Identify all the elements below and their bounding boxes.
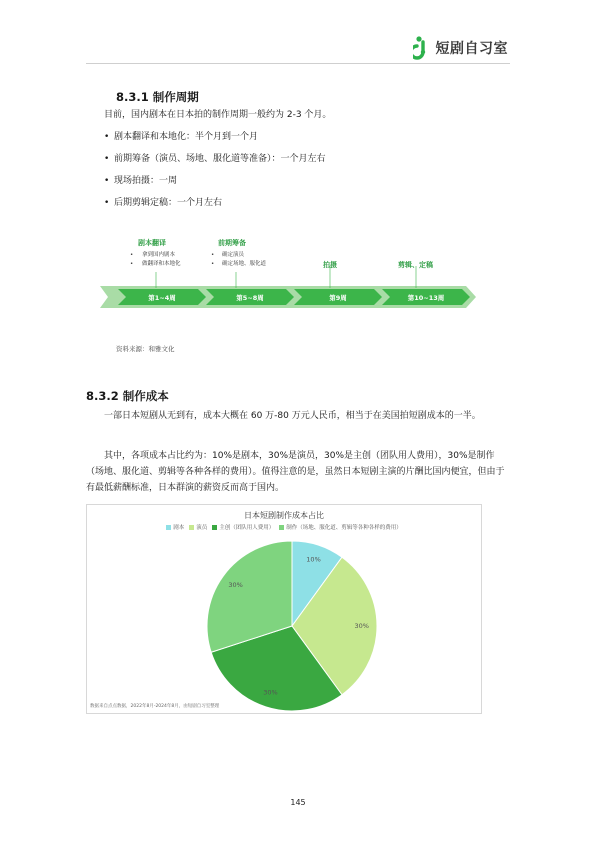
stage-note: 做翻译和本地化 (142, 261, 181, 267)
stage-label: 拍摄 (323, 261, 337, 269)
section2-para2: 其中，各项成本占比约为：10%是剧本，30%是演员，30%是主创（团队用人费用），30%是制作（场地、服化道、剪辑等各种各样的费用）。值得注意的是，虽然日本短剧主演的片酬比国内便宜，但由于有最低薪酬标准，日本群演的薪资反而高于国内。 (86, 451, 505, 493)
section-heading-production-cycle: 8.3.1 制作周期 (116, 90, 199, 104)
stage-period: 第5~8周 (236, 294, 264, 302)
pie-data-label: 30% (228, 581, 243, 590)
svg-text:•: • (211, 252, 215, 258)
bullet-item: • 后期剪辑定稿：一个月左右 (104, 196, 222, 210)
stage-label: 剪辑、定稿 (398, 261, 433, 269)
stage-period: 第1~4周 (148, 294, 176, 302)
pie-data-label: 30% (263, 688, 278, 697)
stage-note: 确定场地、服化道 (222, 261, 267, 267)
logo-text: 短剧自习室 (435, 41, 508, 57)
cost-pie-chart (86, 504, 482, 714)
stage-period: 第10~13周 (407, 294, 445, 302)
legend-label: 制作（场地、服化道、剪辑等各种各样的费用） (286, 525, 402, 531)
logo-mark-icon (413, 36, 433, 60)
stage-period: 第9周 (329, 294, 347, 302)
pie-plot (87, 505, 483, 715)
legend-label: 主创（团队用人费用） (219, 525, 275, 531)
stage-note: 拿到国内剧本 (142, 252, 176, 258)
production-timeline (98, 236, 478, 316)
stage-label: 剧本翻译 (138, 239, 166, 247)
pie-data-label: 10% (306, 555, 321, 564)
chart-title: 日本短剧制作成本占比 (244, 511, 324, 520)
bullet-item: • 现场拍摄：一周 (104, 174, 177, 188)
legend-label: 剧本 (173, 525, 185, 531)
section2-para1: 一部日本短剧从无到有，成本大概在 60 万-80 万元人民币，相当于在美国拍短剧成本的一半。 (104, 411, 481, 421)
section-heading-production-cost: 8.3.2 制作成本 (86, 389, 169, 403)
stage-label: 前期筹备 (218, 239, 246, 247)
section1-intro: 目前，国内剧本在日本拍的制作周期一般约为 2-3 个月。 (104, 110, 332, 120)
stage-note: 确定演员 (222, 252, 245, 258)
brand-logo (413, 36, 509, 60)
pie-data-label: 30% (354, 622, 369, 630)
bullet-item: • 前期筹备（演员、场地、服化道等准备）：一个月左右 (104, 152, 326, 166)
bullet-item: • 剧本翻译和本地化：半个月到一个月 (104, 130, 258, 144)
legend-label: 演员 (196, 525, 208, 531)
svg-text:•: • (211, 261, 215, 267)
header-divider (86, 63, 510, 64)
figure-source: 资料来源：和雅文化 (116, 345, 175, 353)
chart-source: 数据来自点点数据，2022年8月-2024年8月，由短剧自习室整理 (90, 704, 220, 709)
svg-text:•: • (130, 252, 134, 258)
svg-text:•: • (130, 261, 134, 267)
page-number: 145 (290, 798, 306, 807)
